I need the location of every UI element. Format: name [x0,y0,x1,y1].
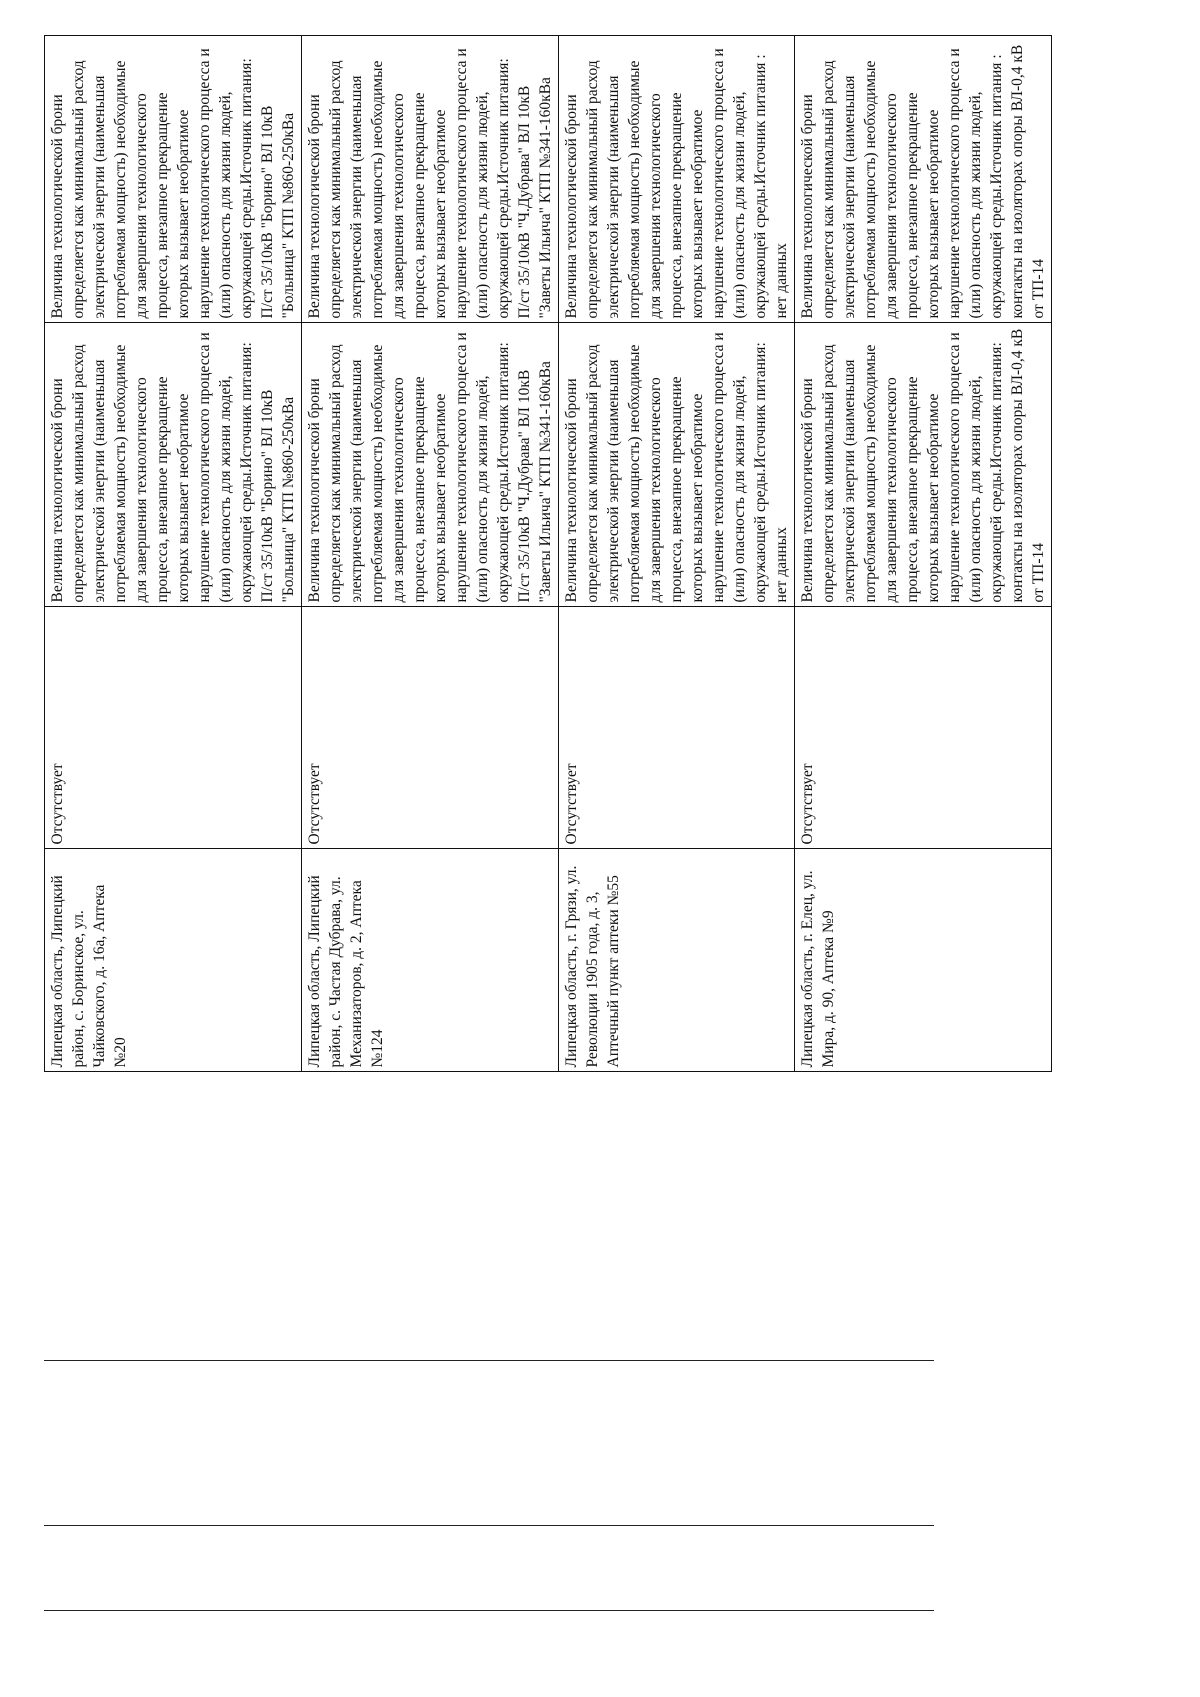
table-row [559,36,795,1441]
address-cell: Липецкая область, Липецкий район, с. Частая Дубрава, ул. Механизаторов, д. 2, Аптека №124 [302,849,559,1072]
table-row [302,36,559,1441]
description-cell: Величина технологической брони определяется как минимальный расход электрической энергии (наименьшая потребляемая мощность) необходимые для завершения технологического процесса, внезапное прекращение которых вызывает необратимое нарушение технологического процесса и (или) опасность для жизни людей, окружающей среды.Источник питания: П/ст 35/10кВ "Ч.Дубрава" ВЛ 10кВ "Заветы Ильича" КТП №341-160кВа [302,36,559,323]
blank-row-line [44,1610,934,1611]
description-cell: Величина технологической брони определяется как минимальный расход электрической энергии (наименьшая потребляемая мощность) необходимые для завершения технологического процесса, внезапное прекращение которых вызывает необратимое нарушение технологического процесса и (или) опасность для жизни людей, окружающей среды.Источник питания: нет данных [559,323,795,607]
status-cell: Отсутствует [45,607,302,849]
description-cell: Величина технологической брони определяется как минимальный расход электрической энергии (наименьшая потребляемая мощность) необходимые для завершения технологического процесса, внезапное прекращение которых вызывает необратимое нарушение технологического процесса и (или) опасность для жизни людей, окружающей среды.Источник питания : нет данных [559,36,795,323]
power-reserve-table [44,36,1052,1442]
empty-cell [795,1072,1052,1441]
status-cell: Отсутствует [559,607,795,849]
empty-cell [559,1072,795,1441]
empty-cell [45,1072,302,1441]
description-cell: Величина технологической брони определяется как минимальный расход электрической энергии (наименьшая потребляемая мощность) необходимые для завершения технологического процесса, внезапное прекращение которых вызывает необратимое нарушение технологического процесса и (или) опасность для жизни людей, окружающей среды.Источник питания: П/ст 35/10кВ "Борино" ВЛ 10кВ "Больница" КТП №860-250кВа [45,36,302,323]
status-cell: Отсутствует [302,607,559,849]
description-cell: Величина технологической брони определяется как минимальный расход электрической энергии (наименьшая потребляемая мощность) необходимые для завершения технологического процесса, внезапное прекращение которых вызывает необратимое нарушение технологического процесса и (или) опасность для жизни людей, окружающей среды.Источник питания : контакты на изоляторах опоры ВЛ-0,4 кВ от ТП-14 [795,36,1052,323]
rotated-table-wrapper [44,36,1047,1441]
description-cell: Величина технологической брони определяется как минимальный расход электрической энергии (наименьшая потребляемая мощность) необходимые для завершения технологического процесса, внезапное прекращение которых вызывает необратимое нарушение технологического процесса и (или) опасность для жизни людей, окружающей среды.Источник питания: П/ст 35/10кВ "Борино" ВЛ 10кВ "Больница" КТП №860-250кВа [45,323,302,607]
description-cell: Величина технологической брони определяется как минимальный расход электрической энергии (наименьшая потребляемая мощность) необходимые для завершения технологического процесса, внезапное прекращение которых вызывает необратимое нарушение технологического процесса и (или) опасность для жизни людей, окружающей среды.Источник питания: П/ст 35/10кВ "Ч.Дубрава" ВЛ 10кВ "Заветы Ильича" КТП №341-160кВа [302,323,559,607]
table-row [45,36,302,1441]
status-cell: Отсутствует [795,607,1052,849]
table-row [795,36,1052,1441]
address-cell: Липецкая область, Липецкий район, с. Боринское, ул. Чайковского, д. 16а, Аптека №20 [45,849,302,1072]
blank-row-line [44,1525,934,1526]
address-cell: Липецкая область, г. Елец, ул. Мира, д. 90, Аптека №9 [795,849,1052,1072]
address-cell: Липецкая область, г. Грязи, ул. Революции 1905 года, д. 3, Аптечный пункт аптеки №55 [559,849,795,1072]
empty-cell [302,1072,559,1441]
description-cell: Величина технологической брони определяется как минимальный расход электрической энергии (наименьшая потребляемая мощность) необходимые для завершения технологического процесса, внезапное прекращение которых вызывает необратимое нарушение технологического процесса и (или) опасность для жизни людей, окружающей среды.Источник питания: контакты на изоляторах опоры ВЛ-0,4 кВ от ТП-14 [795,323,1052,607]
